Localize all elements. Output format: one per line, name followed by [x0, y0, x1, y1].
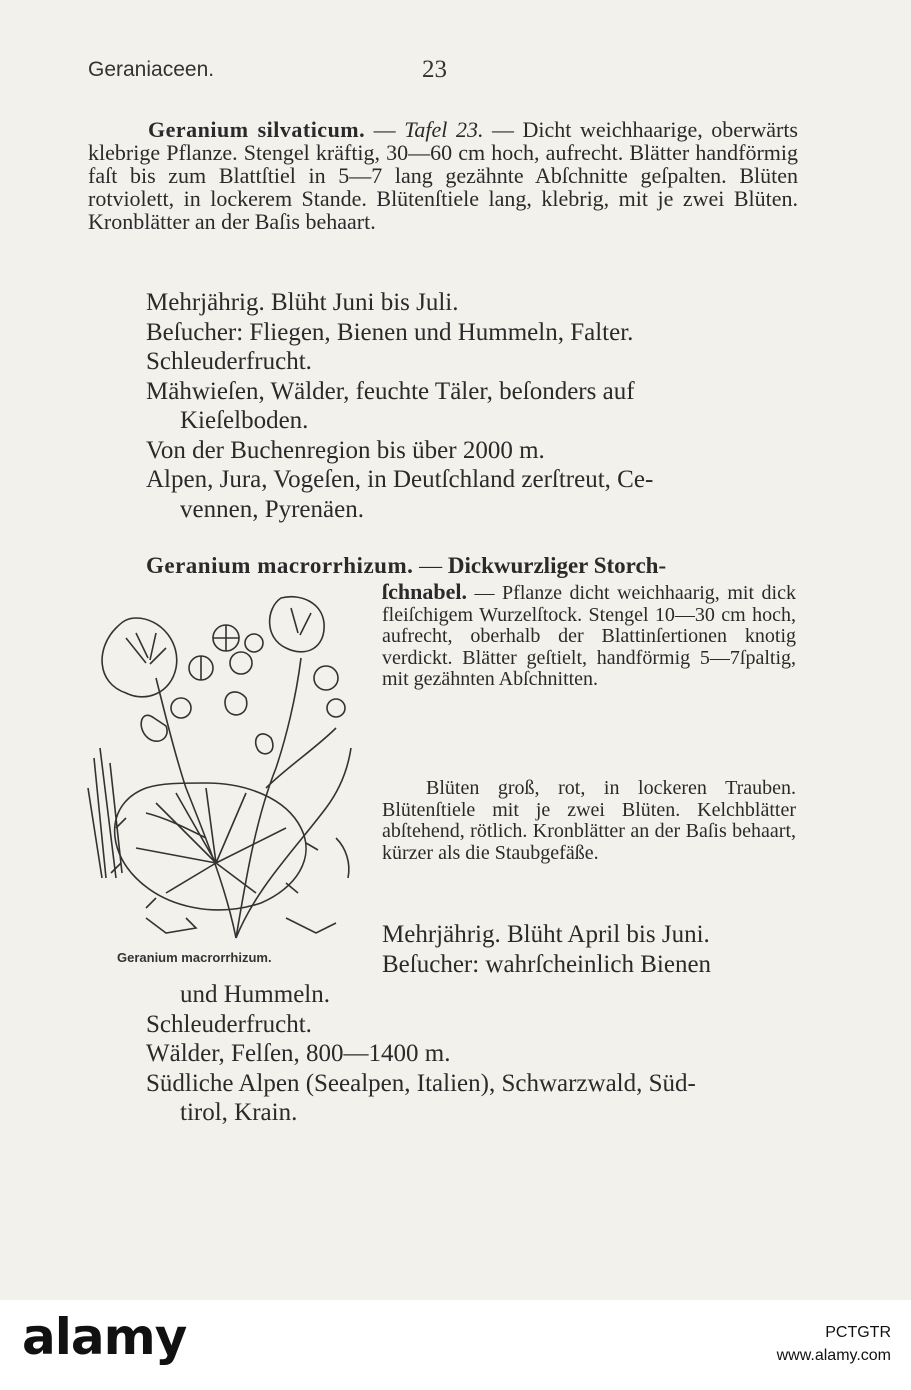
- geranium-drawing: [86, 588, 366, 950]
- alamy-logo: alamy: [22, 1308, 187, 1366]
- entry2-description: ſchnabel. — Pflanze dicht weichhaarig, mit dick fleiſchigem Wurzelſtock. Stengel 10—30 cm hoch, aufrecht, oberhalb der Blattinſertionen knotig verdickt. Blätter geſtielt, handförmig 5—7ſpaltig, mit gezähnten Abſchnitten.: [382, 579, 796, 690]
- note-line: vennen, Pyrenäen.: [180, 495, 364, 523]
- running-header-family: Geraniaceen.: [88, 58, 215, 81]
- note-line: Mehrjährig. Blüht April bis Juni.: [382, 921, 710, 948]
- note-line: Schleuderfrucht.: [146, 1010, 312, 1038]
- species-name-macrorrhizum: Geranium macrorrhizum.: [146, 553, 414, 578]
- note-line: Beſucher: wahrſcheinlich Bienen: [382, 950, 712, 978]
- note-line: und Hummeln.: [180, 981, 330, 1008]
- plate-reference: Tafel 23.: [404, 117, 484, 142]
- site-url: www.alamy.com: [776, 1347, 891, 1364]
- entry1-notes: [146, 288, 653, 524]
- note-line: Von der Buchenregion bis über 2000 m.: [146, 436, 545, 464]
- note-line: Mähwieſen, Wälder, feuchte Täler, beſonders auf: [146, 377, 635, 405]
- note-line: Südliche Alpen (Seealpen, Italien), Schwarzwald, Süd-: [146, 1069, 696, 1097]
- common-name-continued: ſchnabel.: [382, 579, 467, 604]
- note-line: Beſucher: Fliegen, Bienen und Hummeln, Falter.: [146, 318, 634, 346]
- common-name: Dickwurzliger Storch-: [447, 553, 667, 578]
- species-name-silvaticum: Geranium silvaticum.: [148, 117, 366, 142]
- page-number: 23: [422, 56, 447, 83]
- entry2-notes-right: [382, 920, 711, 979]
- entry2-heading: Geranium macrorrhizum. — Dickwurzliger Storch-: [146, 553, 667, 578]
- note-line: Schleuderfrucht.: [146, 348, 312, 375]
- entry-geranium-silvaticum-description: Geranium silvaticum. — Tafel 23. — Dicht weichhaarige, oberwärts klebrige Pflanze. Stengel kräftig, 30—60 cm hoch, aufrecht. Blätter handförmig faſt bis zum Blattſtiel in 5—7 lang gezähnte Abſchnitte geſpalten. Blüten rotviolett, in lockerem Stande. Blütenſtiele lang, klebrig, mit je zwei Blüten. Kronblätter an der Baſis behaart.: [88, 117, 798, 234]
- note-line: tirol, Krain.: [180, 1099, 298, 1126]
- entry2-notes: [146, 980, 696, 1128]
- note-line: Alpen, Jura, Vogeſen, in Deutſchland zerſtreut, Ce-: [146, 466, 654, 493]
- note-line: Mehrjährig. Blüht Juni bis Juli.: [146, 289, 459, 316]
- plant-illustration: [86, 588, 366, 950]
- figure-caption: Geranium macrorrhizum.: [117, 950, 272, 965]
- note-line: Wälder, Felſen, 800—1400 m.: [146, 1040, 451, 1067]
- note-line: Kieſelboden.: [180, 407, 309, 434]
- entry2-flowers-paragraph: Blüten groß, rot, in lockeren Trauben. Blütenſtiele mit je zwei Blüten. Kelchblätter abſtehend, rötlich. Kronblätter an der Baſis behaart, kürzer als die Staubgefäße.: [382, 777, 796, 864]
- image-id: PCTGTR: [825, 1324, 891, 1341]
